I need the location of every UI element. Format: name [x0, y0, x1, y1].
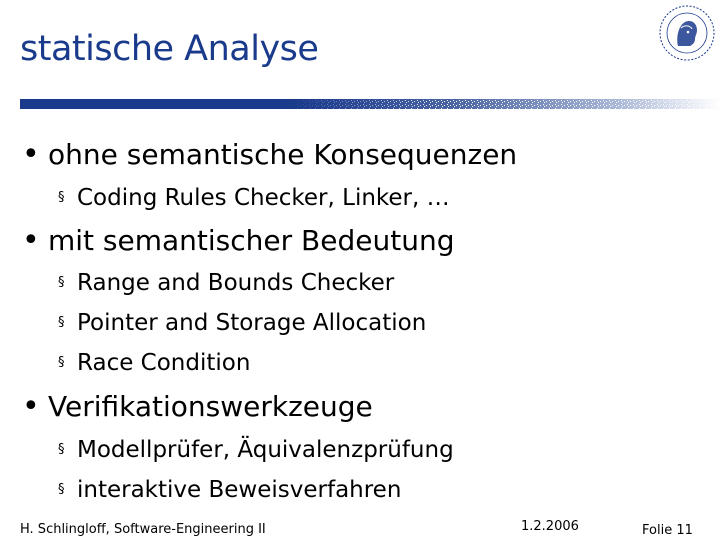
- sub-bullet-text: Race Condition: [77, 350, 251, 376]
- sub-bullet-marker: §: [58, 315, 65, 330]
- bullet-item: [22, 137, 518, 172]
- university-seal-icon: [654, 0, 720, 70]
- slide-title: statische Analyse: [20, 29, 319, 69]
- title-divider-bar: [20, 99, 720, 109]
- sub-bullet-text: Range and Bounds Checker: [77, 270, 395, 296]
- sub-bullet-marker: §: [58, 442, 65, 457]
- sub-bullet-item: [58, 312, 426, 335]
- sub-bullet-item: [58, 439, 454, 462]
- bullet-marker: •: [22, 137, 40, 172]
- bullet-item: [22, 389, 373, 424]
- sub-bullet-text: Coding Rules Checker, Linker, …: [77, 185, 450, 211]
- sub-bullet-text: interaktive Beweisverfahren: [77, 477, 402, 503]
- bullet-text: Verifikationswerkzeuge: [48, 390, 373, 423]
- footer-page-number: Folie 11: [642, 523, 693, 538]
- sub-bullet-text: Modellprüfer, Äquivalenzprüfung: [77, 437, 454, 463]
- bullet-marker: •: [22, 389, 40, 424]
- sub-bullet-marker: §: [58, 355, 65, 370]
- bullet-text: mit semantischer Bedeutung: [48, 224, 455, 257]
- sub-bullet-marker: §: [58, 275, 65, 290]
- bullet-text: ohne semantische Konsequenzen: [48, 138, 518, 171]
- bullet-marker: •: [22, 223, 40, 258]
- sub-bullet-marker: §: [58, 190, 65, 205]
- sub-bullet-item: [58, 479, 401, 502]
- sub-bullet-item: [58, 272, 394, 295]
- sub-bullet-marker: §: [58, 482, 65, 497]
- footer-author: H. Schlingloff, Software-Engineering II: [20, 522, 266, 537]
- sub-bullet-text: Pointer and Storage Allocation: [77, 310, 427, 336]
- bullet-item: [22, 223, 455, 258]
- footer-date: 1.2.2006: [521, 519, 579, 534]
- sub-bullet-item: [58, 187, 450, 210]
- sub-bullet-item: [58, 352, 250, 375]
